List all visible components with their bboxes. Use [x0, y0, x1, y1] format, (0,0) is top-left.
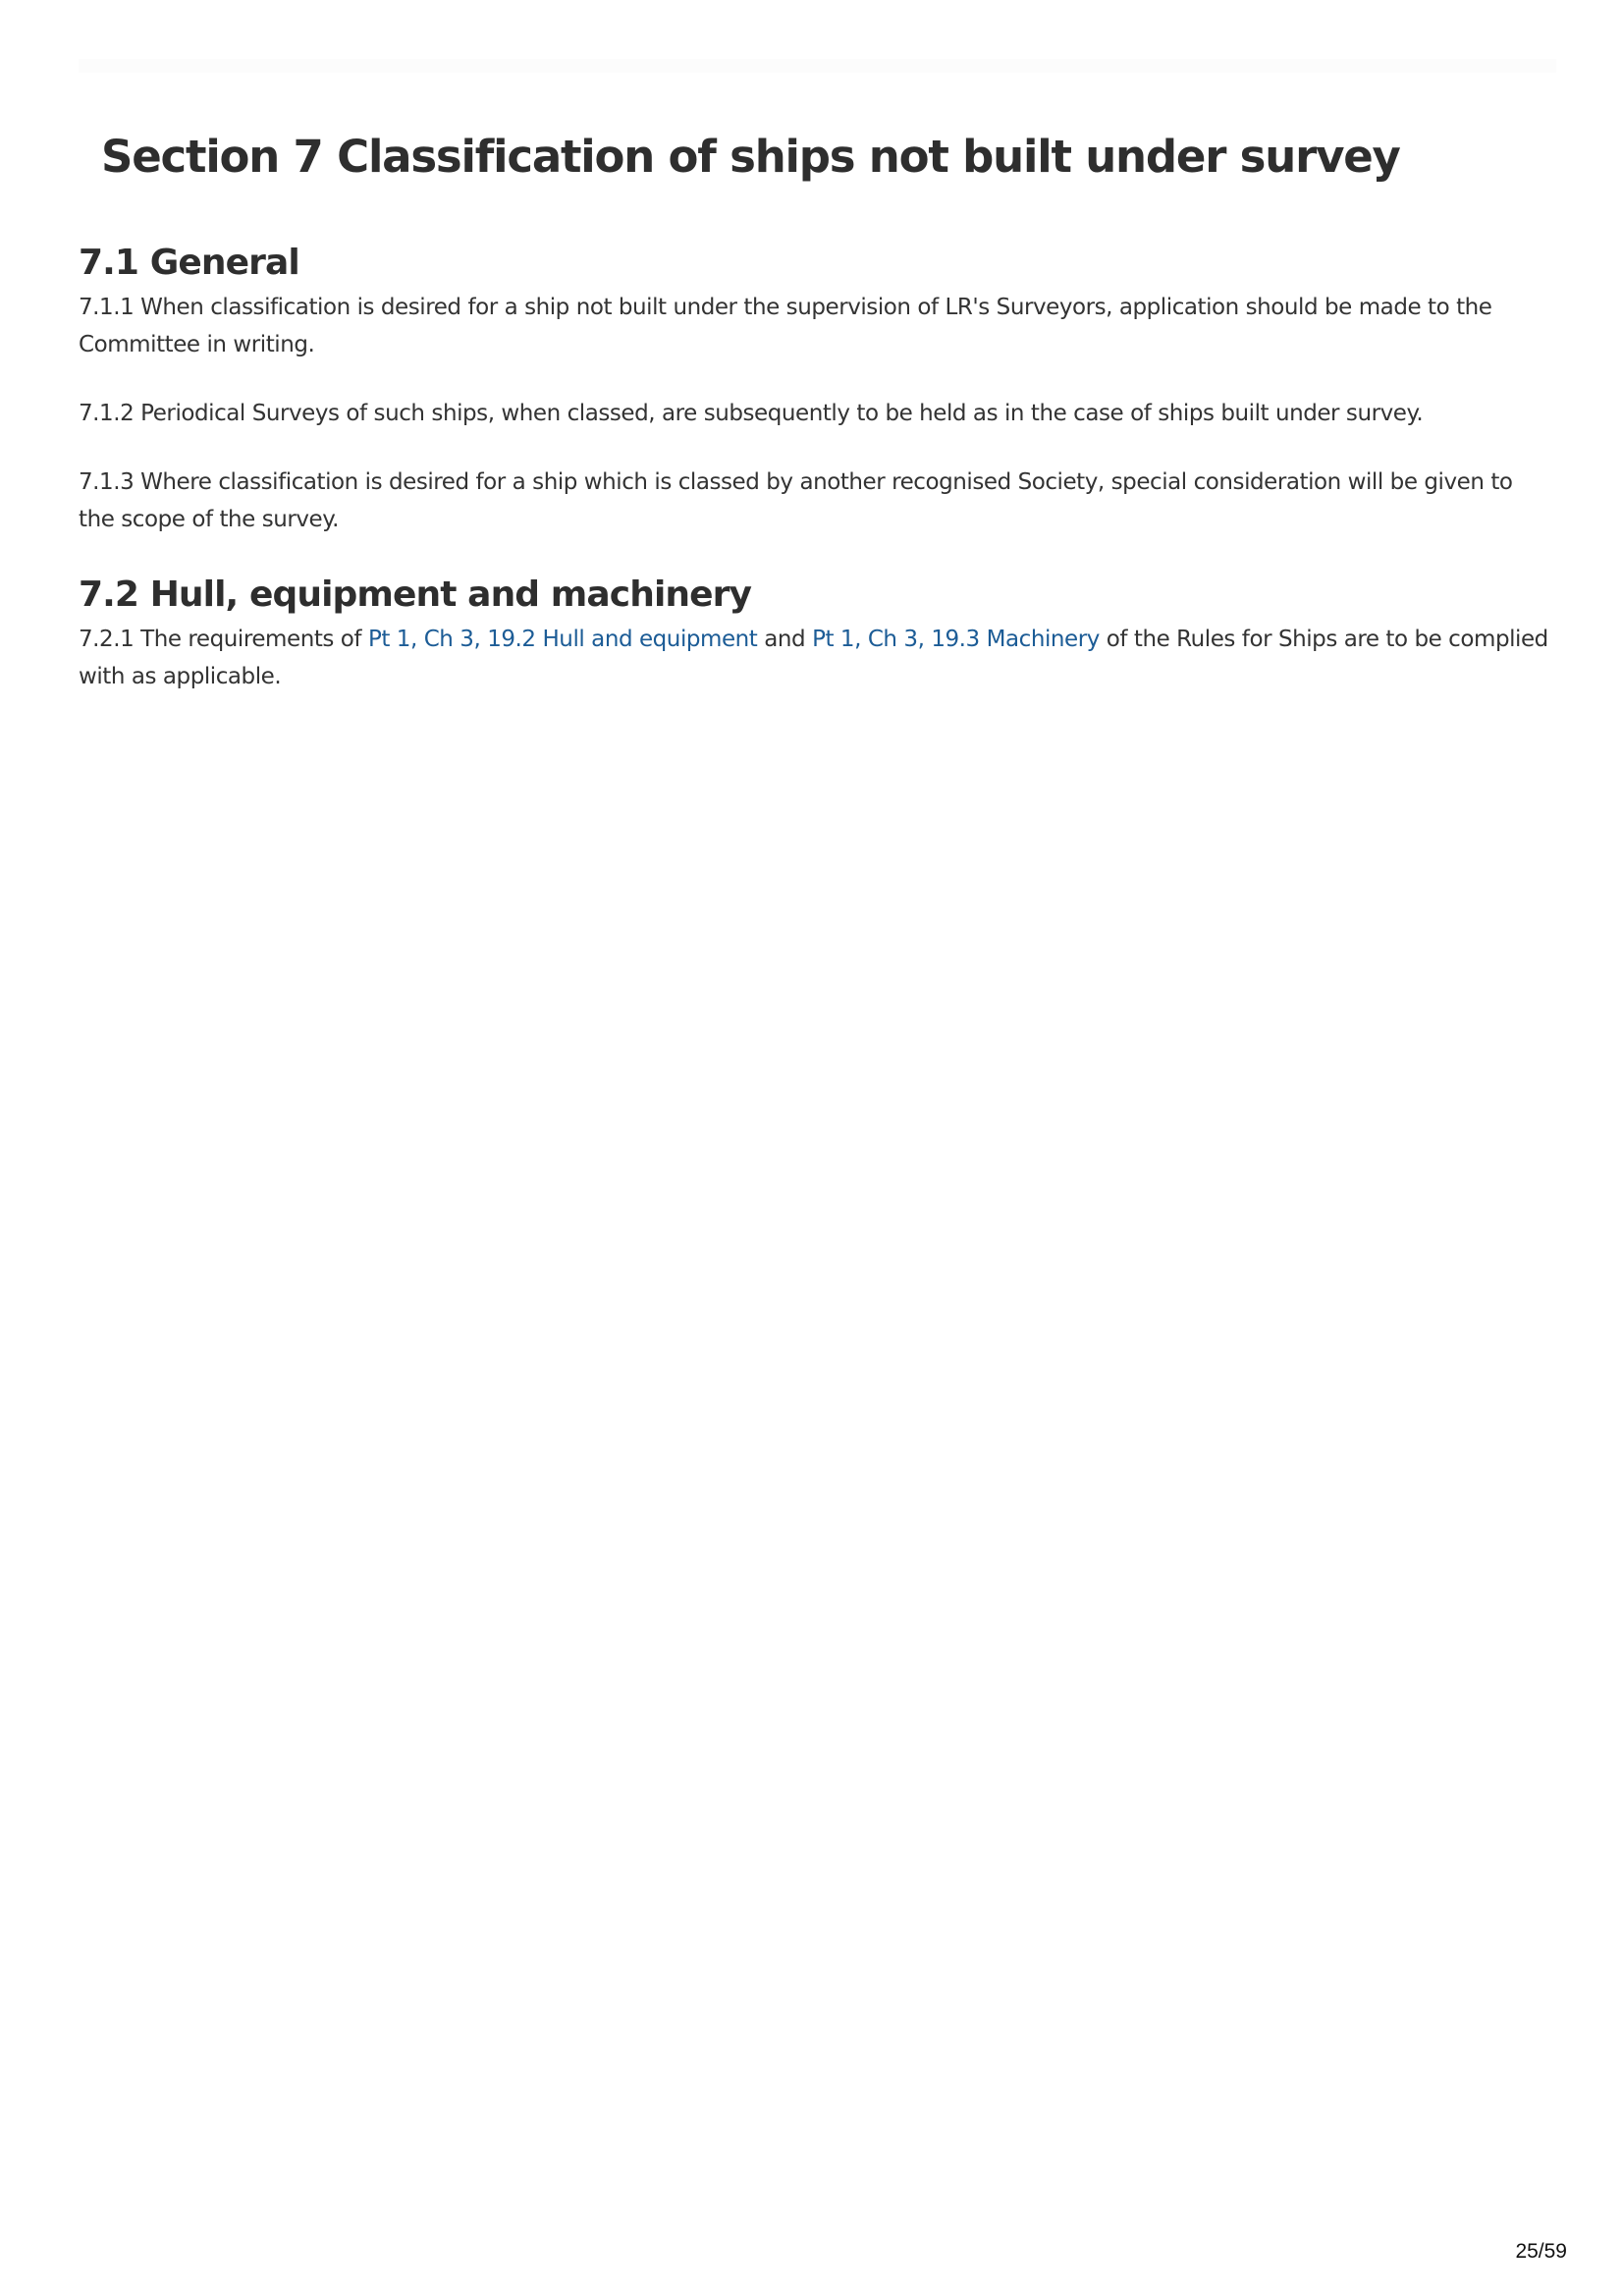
page-title: Section 7 Classification of ships not built under survey: [101, 131, 1400, 183]
section-heading-general: 7.1 General: [79, 243, 299, 283]
paragraph-7-1-1: 7.1.1 When classification is desired for a ship not built under the supervision of LR's Surveyors, application should be made to the Committee in writing.: [79, 295, 1492, 357]
paragraph-7-2-1-suffix: of the Rules for Ships are to be complied with as applicable.: [79, 627, 1548, 689]
link-hull-and-equipment[interactable]: Pt 1, Ch 3, 19.2 Hull and equipment: [367, 627, 758, 652]
paragraph-7-1-3: 7.1.3 Where classification is desired for a ship which is classed by another recognised Society, special consideration will be given to the scope of the survey.: [79, 469, 1513, 532]
page-top-band: [79, 59, 1556, 73]
page-number: 25/59: [1515, 2240, 1567, 2263]
paragraph-7-1-2: 7.1.2 Periodical Surveys of such ships, when classed, are subsequently to be held as in the case of ships built under survey.: [79, 401, 1424, 426]
paragraph-7-2-1: [79, 621, 1551, 695]
paragraph-7-2-1-prefix: 7.2.1 The requirements of: [79, 627, 362, 652]
document-body: [79, 238, 1551, 727]
section-heading-hull-equipment-machinery: 7.2 Hull, equipment and machinery: [79, 574, 752, 615]
link-machinery[interactable]: Pt 1, Ch 3, 19.3 Machinery: [812, 627, 1100, 652]
paragraph-7-2-1-connector: and: [764, 627, 806, 652]
